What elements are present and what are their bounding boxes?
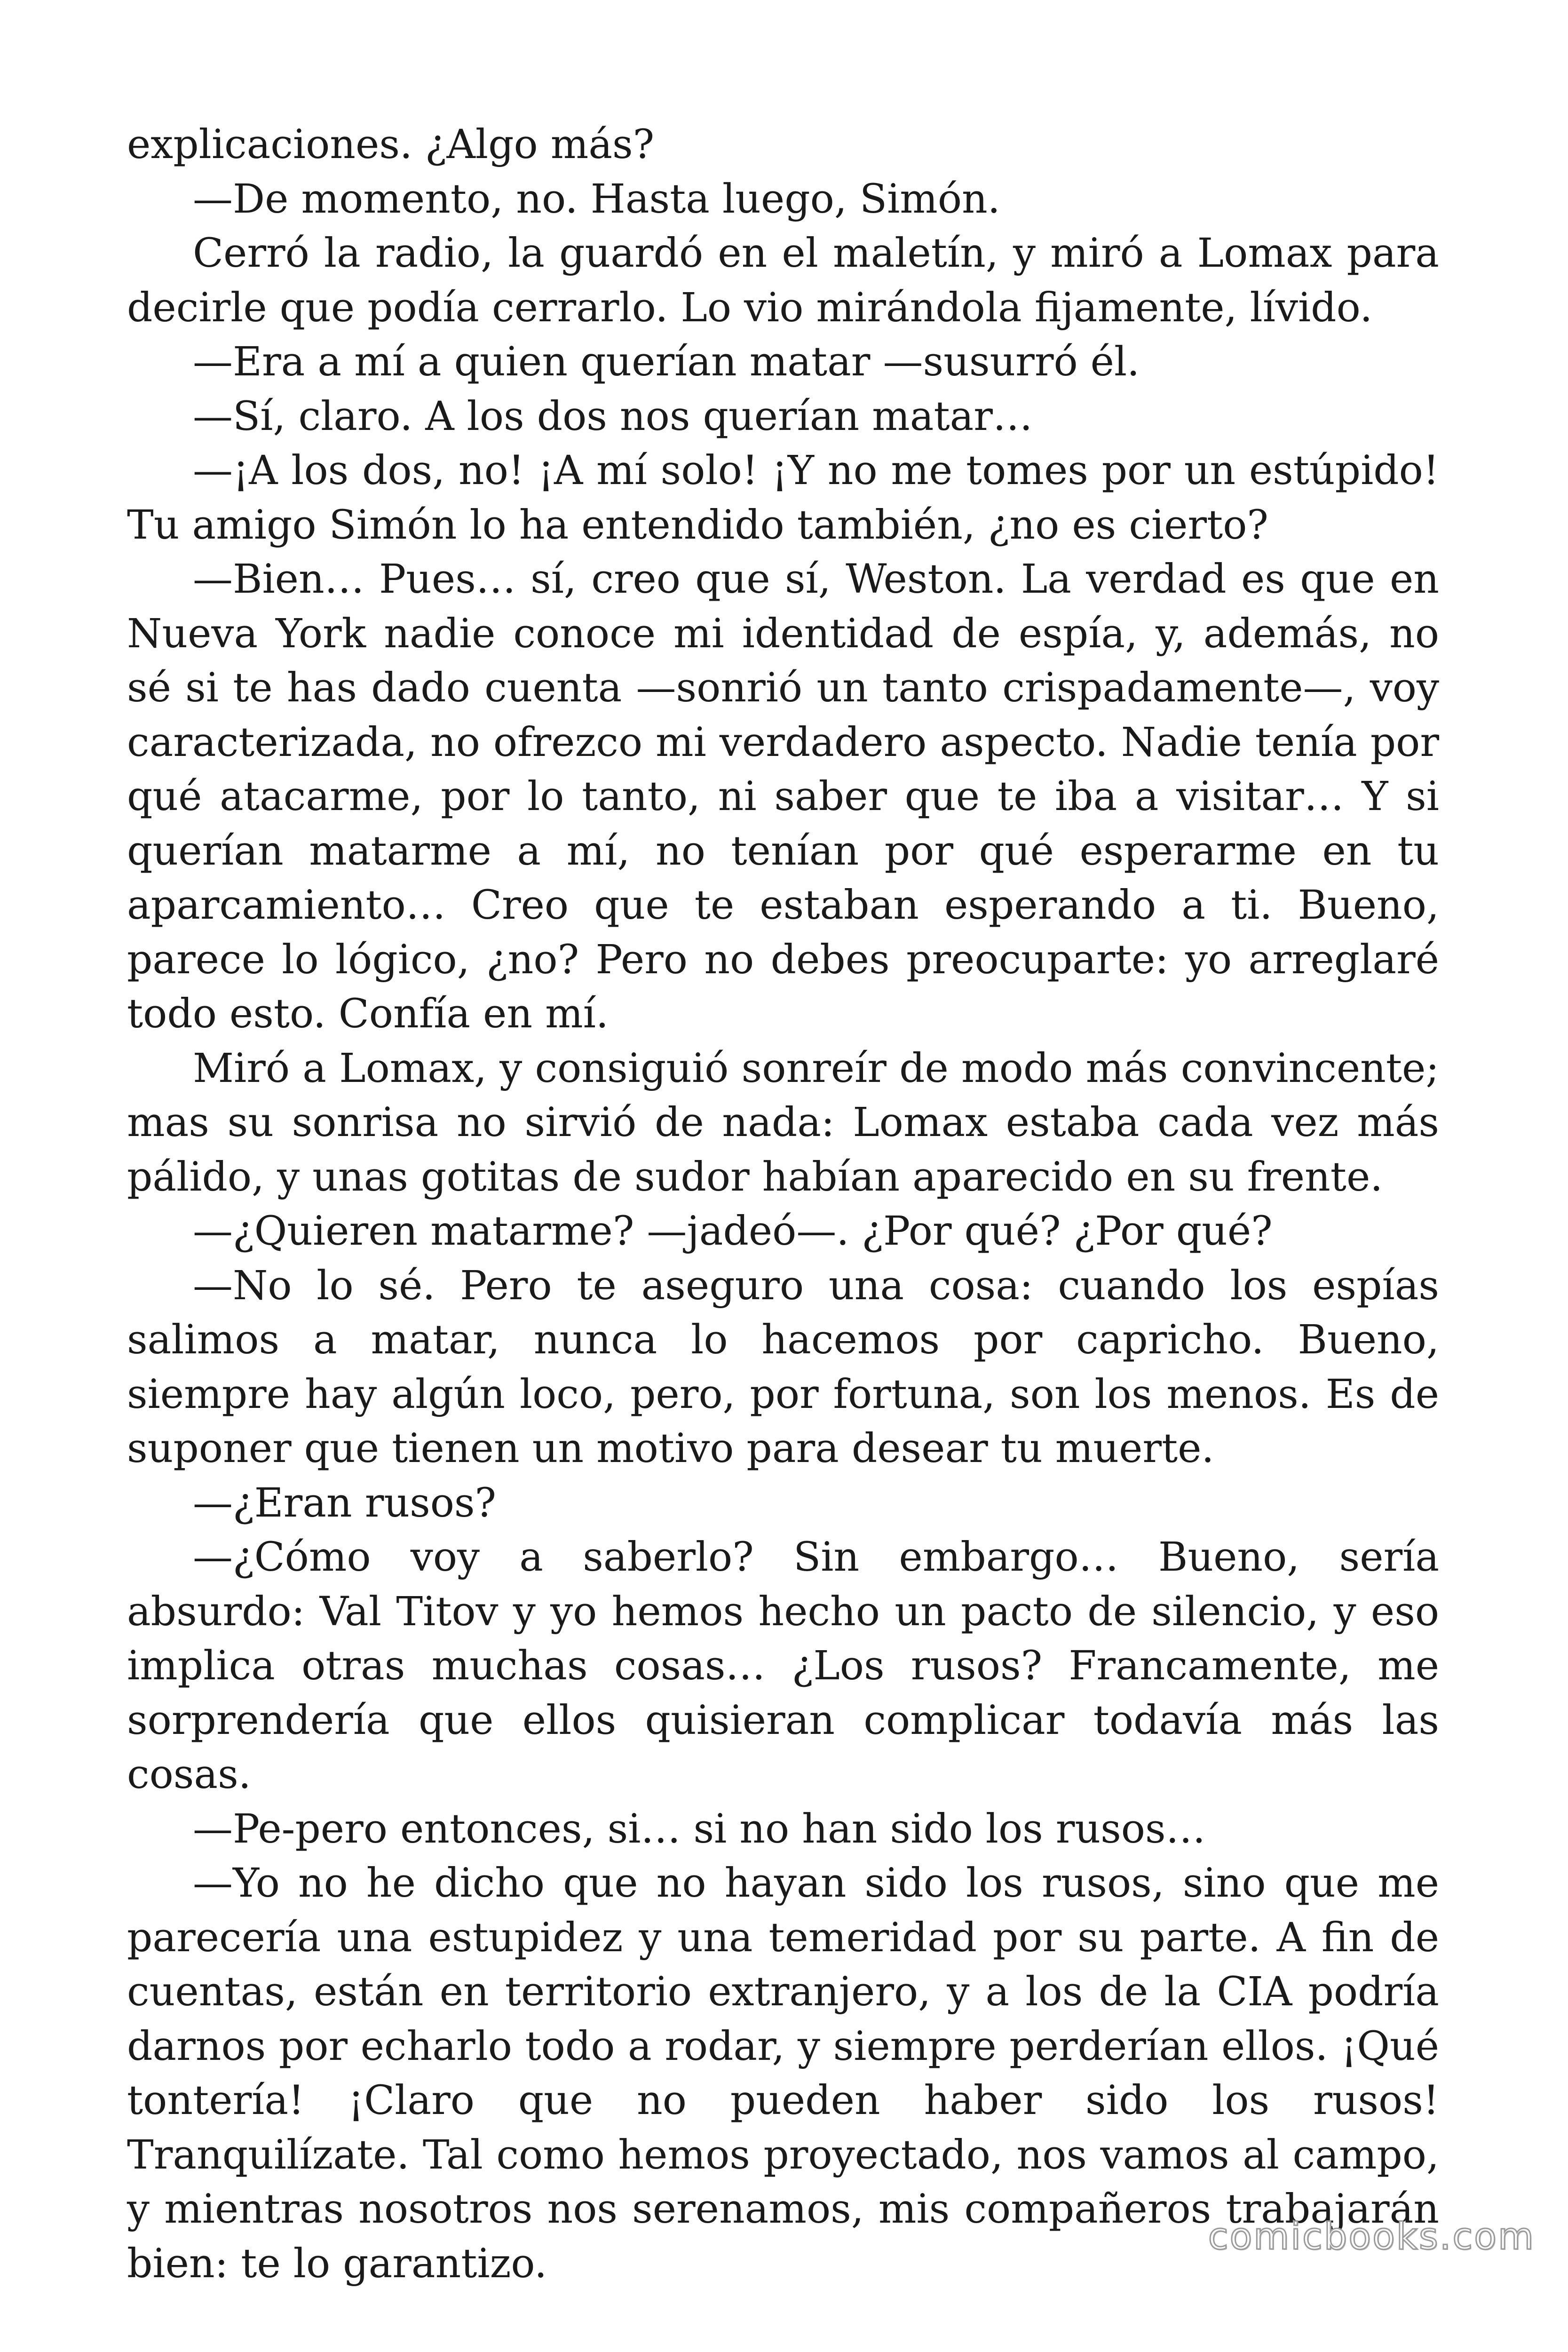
paragraph: explicaciones. ¿Algo más? (127, 121, 655, 168)
paragraph: —Sí, claro. A los dos nos querían matar… (193, 393, 1033, 440)
paragraph: —De momento, no. Hasta luego, Simón. (193, 175, 1000, 222)
page-body-text (127, 118, 1439, 2291)
site-watermark: comicbooks.com (1208, 2216, 1535, 2258)
paragraph: —¿Eran rusos? (193, 1479, 497, 1526)
paragraph: —Era a mí a quien querían matar —susurró él. (193, 339, 1140, 385)
paragraph: —¿Cómo voy a saberlo? Sin embargo… Bueno, sería absurdo: Val Titov y yo hemos hecho un pacto de silencio, y eso implica otras muchas cosas… ¿Los rusos? Francamente, me sorprendería que ellos quisieran complicar todavía más las cosas. (127, 1534, 1439, 1798)
paragraph: —Yo no he dicho que no hayan sido los rusos, sino que me parecería una estupidez y una temeridad por su parte. A fin de cuentas, están en territorio extranjero, y a los de la CIA podría darnos por echarlo todo a rodar, y siempre perderían ellos. ¡Qué tontería! ¡Claro que no pueden haber sido los rusos! Tranquilízate. Tal como hemos proyectado, nos vamos al campo, y mientras nosotros nos serenamos, mis compañeros trabajarán bien: te lo garantizo. (127, 1860, 1439, 2287)
paragraph: —No lo sé. Pero te aseguro una cosa: cuando los espías salimos a matar, nunca lo hacemos por capricho. Bueno, siempre hay algún loco, pero, por fortuna, son los menos. Es de suponer que tienen un motivo para desear tu muerte. (127, 1262, 1439, 1472)
paragraph: —Pe-pero entonces, si… si no han sido los rusos… (193, 1805, 1206, 1852)
paragraph: —Bien… Pues… sí, creo que sí, Weston. La verdad es que en Nueva York nadie conoce mi identidad de espía, y, además, no sé si te has dado cuenta —sonrió un tanto crispadamente—, voy caracterizada, no ofrezco mi verdadero aspecto. Nadie tenía por qué atacarme, por lo tanto, ni saber que te iba a visitar… Y si querían matarme a mí, no tenían por qué esperarme en tu aparcamiento… Creo que te estaban esperando a ti. Bueno, parece lo lógico, ¿no? Pero no debes preocuparte: yo arreglaré todo esto. Confía en mí. (127, 556, 1439, 1037)
paragraph: Cerró la radio, la guardó en el maletín, y miró a Lomax para decirle que podía cerrarlo. Lo vio mirándola fijamente, lívido. (127, 230, 1439, 331)
paragraph: Miró a Lomax, y consiguió sonreír de modo más convincente; mas su sonrisa no sirvió de nada: Lomax estaba cada vez más pálido, y unas gotitas de sudor habían aparecido en su frente. (127, 1045, 1439, 1200)
paragraph: —¿Quieren matarme? —jadeó—. ¿Por qué? ¿Por qué? (193, 1208, 1273, 1255)
paragraph: —¡A los dos, no! ¡A mí solo! ¡Y no me tomes por un estúpido! Tu amigo Simón lo ha entendido también, ¿no es cierto? (127, 447, 1439, 548)
